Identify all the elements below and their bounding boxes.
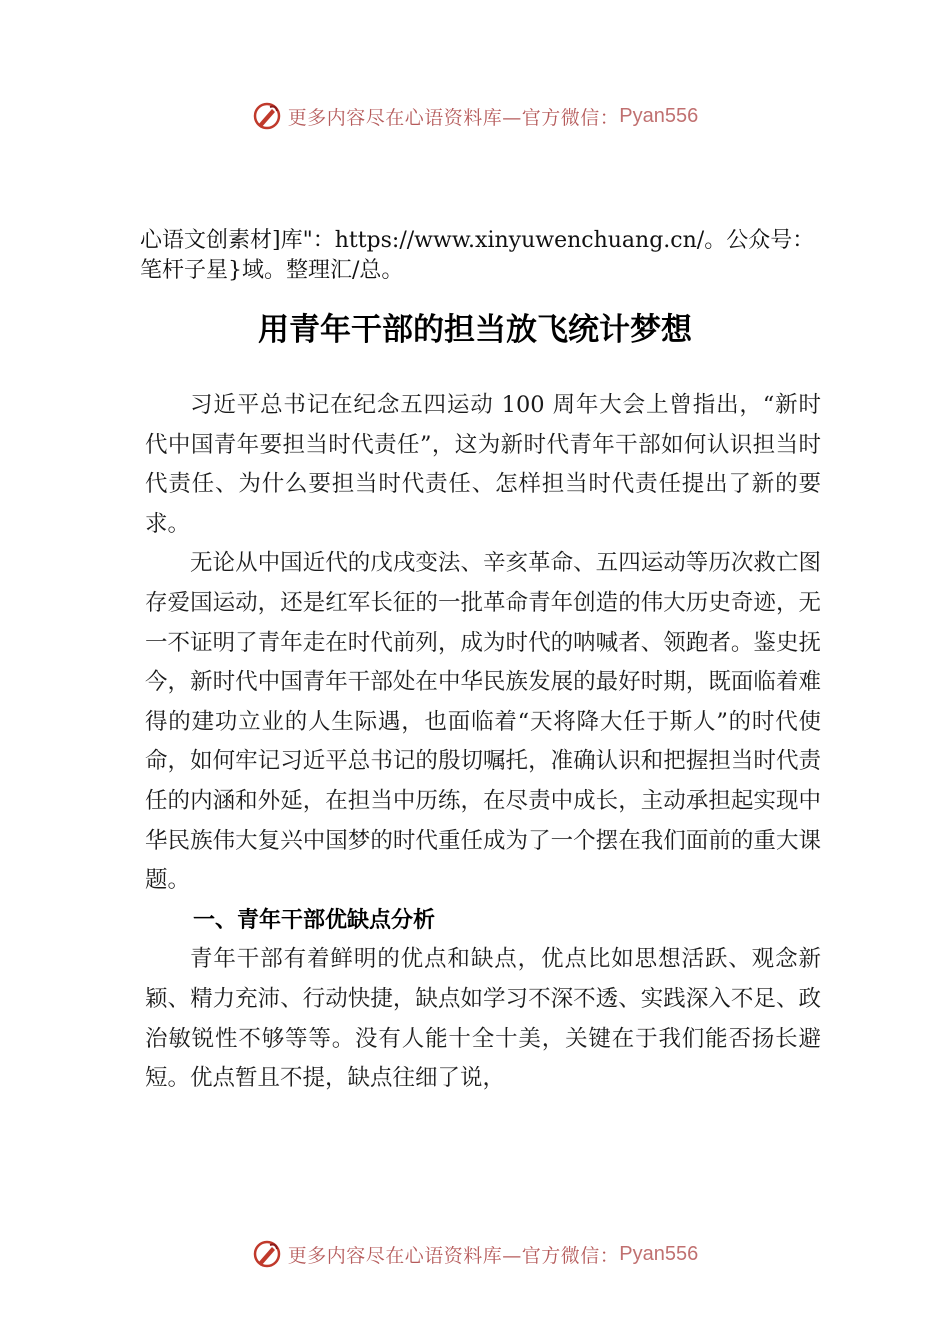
source-note: 心语文创素材]库"：https://www.xinyuwenchuang.cn/。公众号：笔杆子星}域。整理汇/总。 [140, 228, 815, 283]
paragraph: 无论从中国近代的戊戌变法、辛亥革命、五四运动等历次救亡图存爱国运动，还是红军长征的一批革命青年创造的伟大历史奇迹，无一不证明了青年走在时代前列，成为时代的呐喊者、领跑者。鉴史抚今，新时代中国青年干部处在中华民族发展的最好时期，既面临着难得的建功立业的人生际遇，也面临着“天将降大任于斯人”的时代使命，如何牢记习近平总书记的殷切嘱托，准确认识和把握担当时代责任的内涵和外延，在担当中历练，在尽责中成长，主动承担起实现中华民族伟大复兴中国梦的时代重任成为了一个摆在我们面前的重大课题。 [145, 550, 821, 894]
paragraph: 习近平总书记在纪念五四运动 100 周年大会上曾指出，“新时代中国青年要担当时代责任”，这为新时代青年干部如何认识担当时代责任、为什么要担当时代责任、怎样担当时代责任提出了新的要求。 [145, 392, 821, 537]
paragraph: 青年干部有着鲜明的优点和缺点，优点比如思想活跃、观念新颖、精力充沛、行动快捷，缺点如学习不深不透、实践深入不足、政治敏锐性不够等等。没有人能十全十美，关键在于我们能否扬长避短。优点暂且不提，缺点往细了说， [145, 946, 821, 1092]
header-banner [0, 96, 950, 136]
footer-banner [0, 1234, 950, 1274]
article-body [145, 386, 821, 1099]
header-banner-text: 更多内容尽在心语资料库—官方微信： [287, 106, 620, 129]
footer-wechat-account: Pyan556 [619, 1242, 699, 1265]
pen-logo-icon [252, 1239, 282, 1269]
header-wechat-account: Pyan556 [619, 104, 699, 127]
pen-logo-icon [252, 101, 282, 131]
article-title: 用青年干部的担当放飞统计梦想 [258, 312, 692, 348]
section-heading: 一、青年干部优缺点分析 [193, 907, 436, 933]
footer-banner-text: 更多内容尽在心语资料库—官方微信： [287, 1244, 620, 1267]
